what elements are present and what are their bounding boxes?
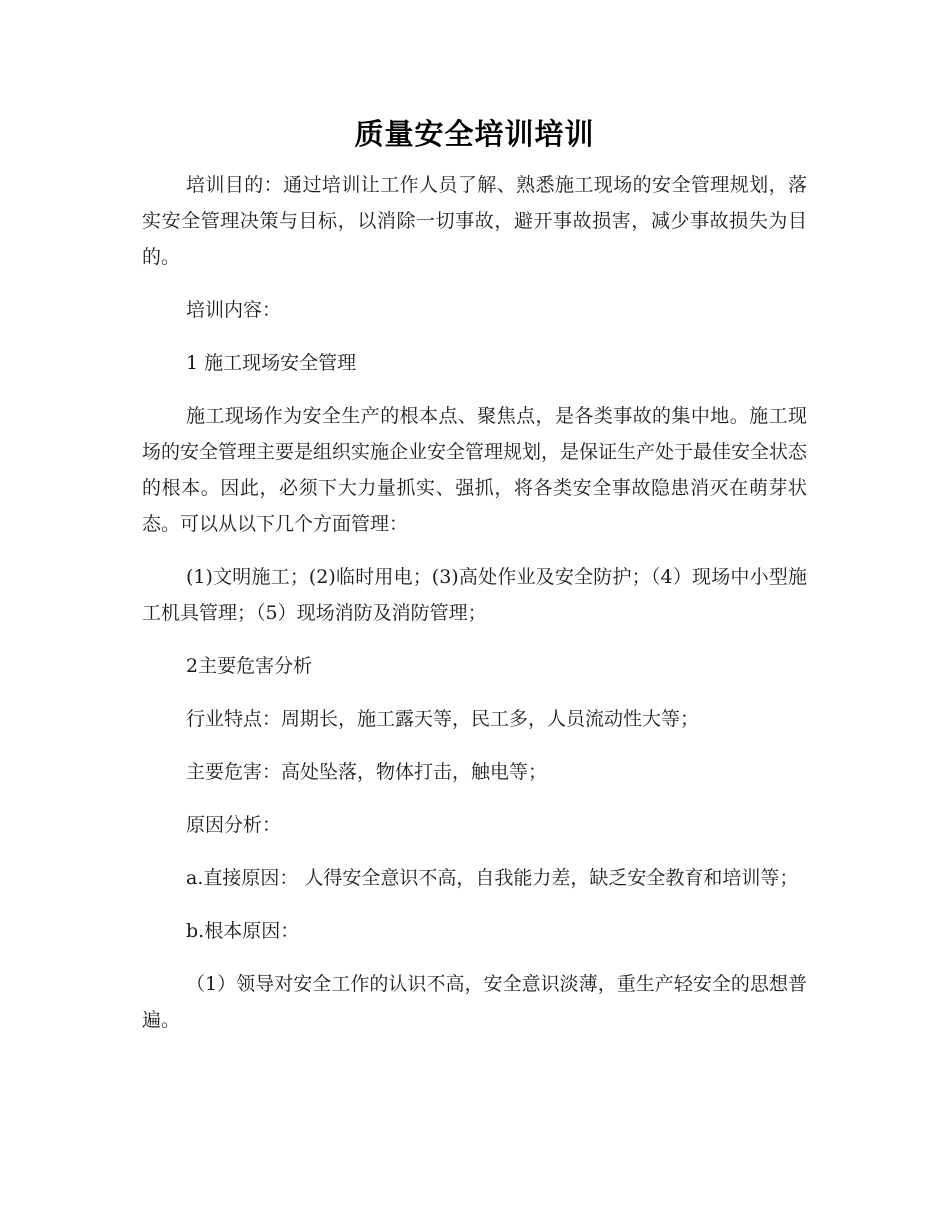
paragraph-main-hazards: 主要危害：高处坠落，物体打击，触电等；	[186, 761, 548, 783]
paragraph-training-content-heading: 培训内容：	[186, 299, 282, 321]
document-page	[142, 112, 807, 1055]
section-heading-site-safety: 1 施工现场安全管理	[186, 352, 357, 374]
paragraph-site-safety: 施工现场作为安全生产的根本点、聚焦点，是各类事故的集中地。施工现场的安全管理主要是组织实施企业安全管理规划，是保证生产处于最佳安全状态的根本。因此，必须下大力量抓实、强抓，将各类安全事故隐患消灭在萌芽状态。可以从以下几个方面管理：	[142, 405, 808, 535]
paragraph-root-cause-1: （1）领导对安全工作的认识不高，安全意识淡薄，重生产轻安全的思想普遍。	[142, 973, 807, 1031]
paragraph-cause-analysis: 原因分析：	[186, 814, 282, 836]
section-heading-hazard-analysis: 2主要危害分析	[186, 655, 313, 677]
document-title: 质量安全培训培训	[354, 117, 595, 151]
paragraph-root-cause-heading: b.根本原因：	[186, 920, 300, 942]
paragraph-management-items: (1)文明施工；(2)临时用电；(3)高处作业及安全防护；（4）现场中小型施工机具管理；（5）现场消防及消防管理；	[142, 566, 807, 624]
paragraph-training-purpose: 培训目的：通过培训让工作人员了解、熟悉施工现场的安全管理规划，落实安全管理决策与目标，以消除一切事故，避开事故损害，减少事故损失为目的。	[142, 174, 807, 268]
paragraph-industry-features: 行业特点：周期长，施工露天等，民工多，人员流动性大等；	[186, 708, 700, 730]
paragraph-direct-cause: a.直接原因： 人得安全意识不高，自我能力差，缺乏安全教育和培训等；	[186, 867, 799, 889]
